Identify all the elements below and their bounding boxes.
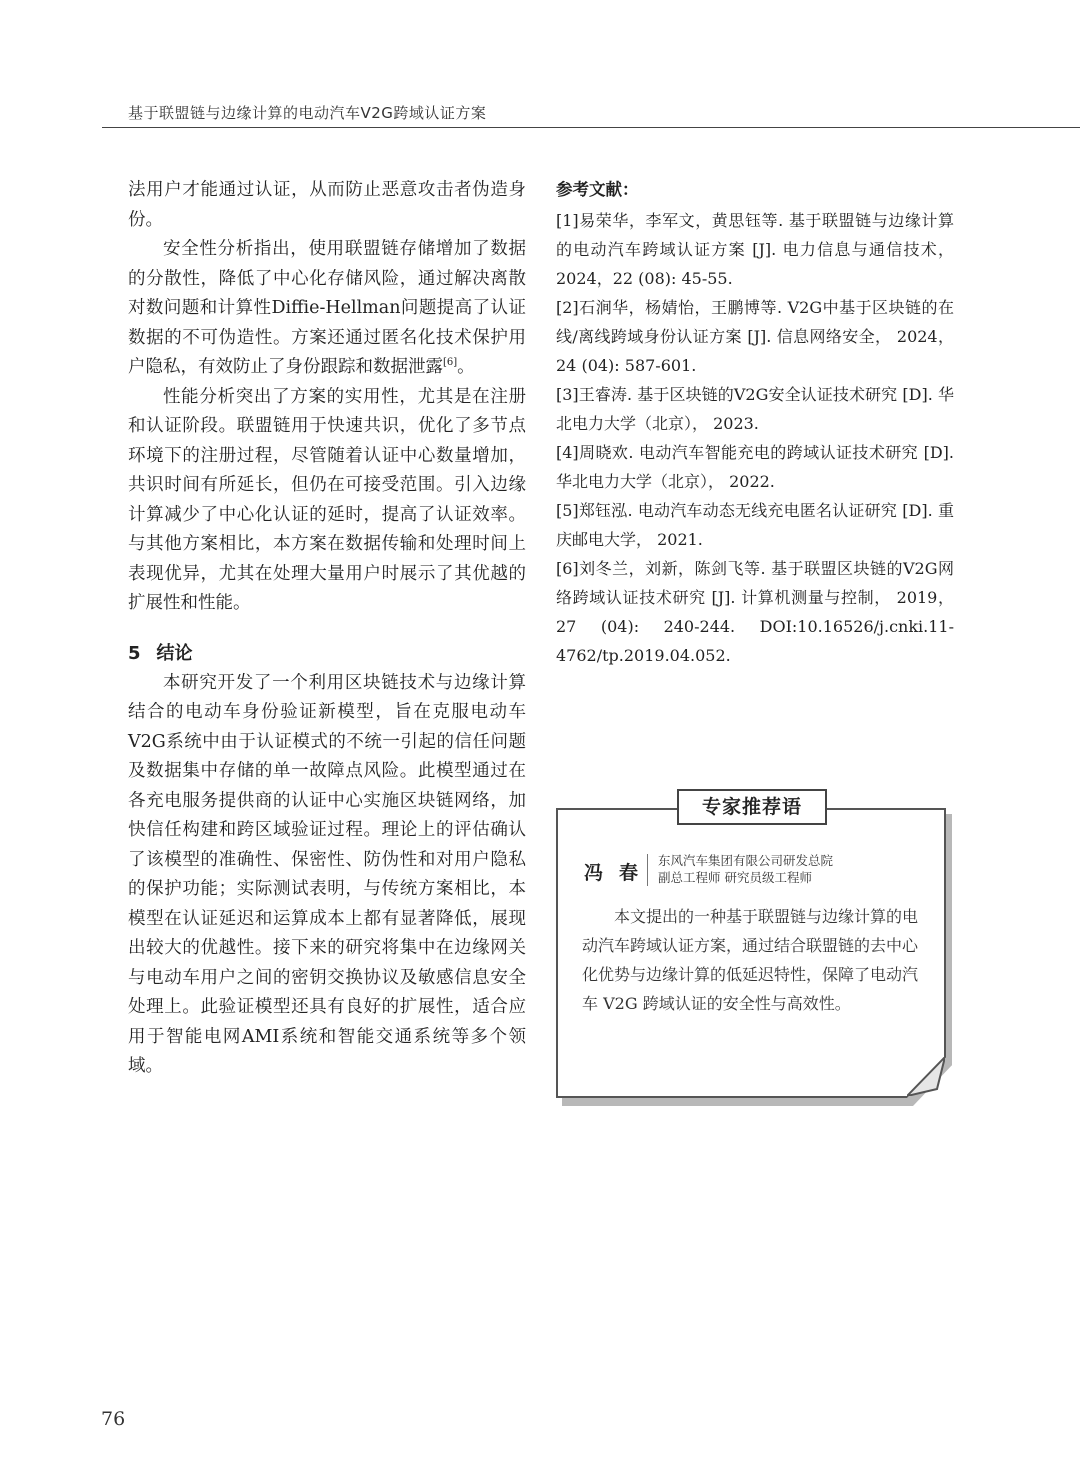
left-column (128, 176, 526, 1082)
expert-affiliation (658, 852, 833, 886)
references-heading: 参考文献： (556, 180, 639, 199)
paragraph-security-analysis (128, 235, 526, 383)
reference-item: [1]易荣华，李军文，黄思钰等. 基于联盟链与边缘计算的电动汽车跨域认证方案 [J]. 电力信息与通信技术，2024，22 (08): 45-55. (556, 211, 954, 288)
paragraph-2-end: 。 (457, 357, 475, 377)
page-curl-icon (907, 1057, 945, 1096)
expert-comment: 本文提出的一种基于联盟链与边缘计算的电动汽车跨域认证方案，通过结合联盟链的去中心化优势与边缘计算的低延迟特性，保障了电动汽车 V2G 跨域认证的安全性与高效性。 (582, 907, 919, 1013)
expert-recommendation-box (556, 796, 954, 1106)
reference-item: [4]周晓欢. 电动汽车智能充电的跨域认证技术研究 [D]. 华北电力大学（北京）， 2022. (556, 443, 954, 491)
section-heading-conclusion (128, 641, 526, 667)
affiliation-line-2: 副总工程师 研究员级工程师 (658, 870, 812, 885)
paragraph-performance-analysis: 性能分析突出了方案的实用性，尤其是在注册和认证阶段。联盟链用于快速共识，优化了多节点环境下的注册过程，尽管随着认证中心数量增加，共识时间有所延长，但仍在可接受范围。引入边缘计算减少了中心化认证的延时，提高了认证效率。与其他方案相比，本方案在数据传输和处理时间上表现优异，尤其在处理大量用户时展示了其优越的扩展性和性能。 (128, 386, 526, 613)
header-rule (102, 127, 1080, 128)
expert-name: 冯春 (584, 862, 655, 884)
page-number: 76 (101, 1408, 126, 1430)
reference-item: [5]郑钰泓. 电动汽车动态无线充电匿名认证研究 [D]. 重庆邮电大学， 2021. (556, 501, 954, 549)
citation-6: [6] (443, 357, 458, 369)
affiliation-line-1: 东风汽车集团有限公司研发总院 (658, 853, 834, 868)
paragraph-conclusion: 本研究开发了一个利用区块链技术与边缘计算结合的电动车身份验证新模型，旨在克服电动车V2G系统中由于认证模式的不统一引起的信任问题及数据集中存储的单一故障点风险。此模型通过在各充电服务提供商的认证中心实施区块链网络，加快信任构建和跨区域验证过程。理论上的评估确认了该模型的准确性、保密性、防伪性和对用户隐私的保护功能；实际测试表明，与传统方案相比，本模型在认证延迟和运算成本上都有显著降低，展现出较大的优越性。接下来的研究将集中在边缘网关与电动车用户之间的密钥交换协议及敏感信息安全处理上。此验证模型还具有良好的扩展性，适合应用于智能电网AMI系统和智能交通系统等多个领域。 (128, 672, 526, 1076)
expert-divider (647, 854, 648, 886)
section-number: 5 (128, 642, 141, 664)
reference-item: [3]王睿涛. 基于区块链的V2G安全认证技术研究 [D]. 华北电力大学（北京）， 2023. (556, 385, 954, 433)
section-title: 结论 (156, 642, 193, 664)
references-column (556, 178, 954, 670)
reference-item: [6]刘冬兰，刘新，陈剑飞等. 基于联盟区块链的V2G网络跨域认证技术研究 [J]. 计算机测量与控制， 2019， 27 (04): 240-244. DOI:10.16526/j.cnki.11-4762/tp.2019.04.052. (556, 559, 954, 665)
header-title: 基于联盟链与边缘计算的电动汽车V2G跨域认证方案 (128, 104, 487, 122)
expert-box-title: 专家推荐语 (677, 789, 827, 825)
paragraph-1: 法用户才能通过认证，从而防止恶意攻击者伪造身份。 (128, 180, 526, 230)
running-header (0, 94, 1080, 130)
reference-item: [2]石涧华，杨婧怡，王鹏博等. V2G中基于区块链的在线/离线跨域身份认证方案 [J]. 信息网络安全， 2024， 24 (04): 587-601. (556, 298, 954, 375)
paragraph-2-text: 安全性分析指出，使用联盟链存储增加了数据的分散性，降低了中心化存储风险，通过解决离散对数问题和计算性Diffie-Hellman问题提高了认证数据的不可伪造性。方案还通过匿名化技术保护用户隐私，有效防止了身份跟踪和数据泄露 (128, 239, 526, 377)
